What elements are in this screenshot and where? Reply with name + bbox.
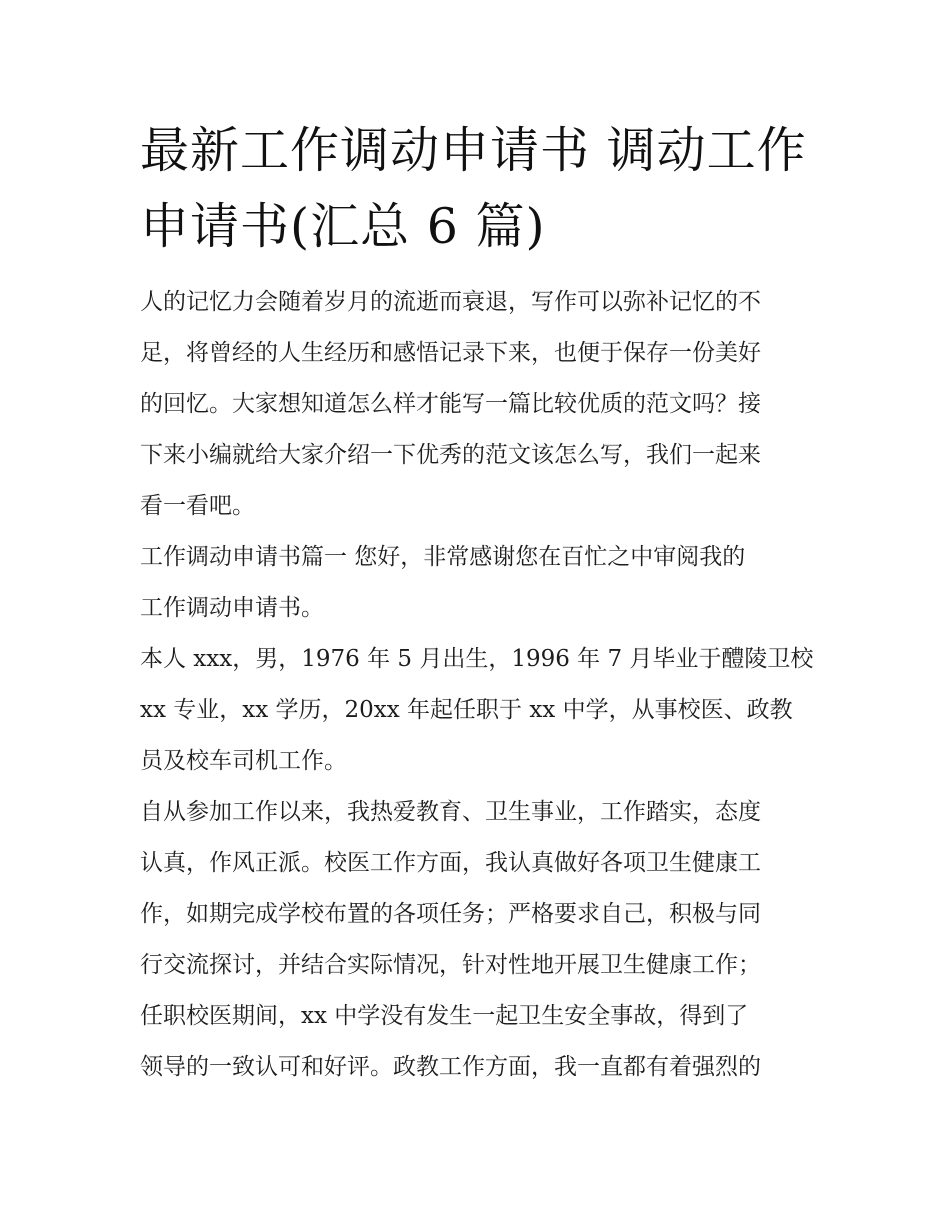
document-title bbox=[140, 113, 820, 265]
text-line: 领导的一致认可和好评。政教工作方面，我一直都有着强烈的 bbox=[140, 1054, 761, 1080]
text-line: 本人 xxx，男，1976 年 5 月出生，1996 年 7 月毕业于醴陵卫校 bbox=[140, 646, 814, 672]
text-line: xx 专业，xx 学历，20xx 年起任职于 xx 中学，从事校医、政教 bbox=[140, 697, 793, 723]
title-line: 申请书(汇总 6 篇) bbox=[140, 198, 546, 255]
text-line: 人的记忆力会随着岁月的流逝而衰退，写作可以弥补记忆的不 bbox=[140, 289, 761, 315]
paragraph-personal-info bbox=[140, 634, 830, 787]
text-line: 认真，作风正派。校医工作方面，我认真做好各项卫生健康工 bbox=[140, 850, 761, 876]
document-body bbox=[140, 277, 830, 1093]
paragraph-work-history bbox=[140, 787, 830, 1093]
text-line: 足，将曾经的人生经历和感悟记录下来，也便于保存一份美好 bbox=[140, 340, 761, 366]
title-line: 最新工作调动申请书 调动工作 bbox=[140, 122, 807, 179]
text-line: 行交流探讨，并结合实际情况，针对性地开展卫生健康工作； bbox=[140, 952, 761, 978]
text-line: 工作调动申请书。 bbox=[140, 595, 324, 621]
paragraph-section-heading bbox=[140, 532, 830, 634]
text-line: 自从参加工作以来，我热爱教育、卫生事业，工作踏实，态度 bbox=[140, 799, 761, 825]
text-line: 看一看吧。 bbox=[140, 493, 255, 519]
text-line: 员及校车司机工作。 bbox=[140, 748, 347, 774]
text-line: 的回忆。大家想知道怎么样才能写一篇比较优质的范文吗？接 bbox=[140, 391, 761, 417]
text-line: 工作调动申请书篇一 您好，非常感谢您在百忙之中审阅我的 bbox=[140, 544, 746, 570]
text-line: 任职校医期间，xx 中学没有发生一起卫生安全事故，得到了 bbox=[140, 1003, 749, 1029]
text-line: 作，如期完成学校布置的各项任务；严格要求自己，积极与同 bbox=[140, 901, 761, 927]
paragraph-intro bbox=[140, 277, 830, 532]
text-line: 下来小编就给大家介绍一下优秀的范文该怎么写，我们一起来 bbox=[140, 442, 761, 468]
